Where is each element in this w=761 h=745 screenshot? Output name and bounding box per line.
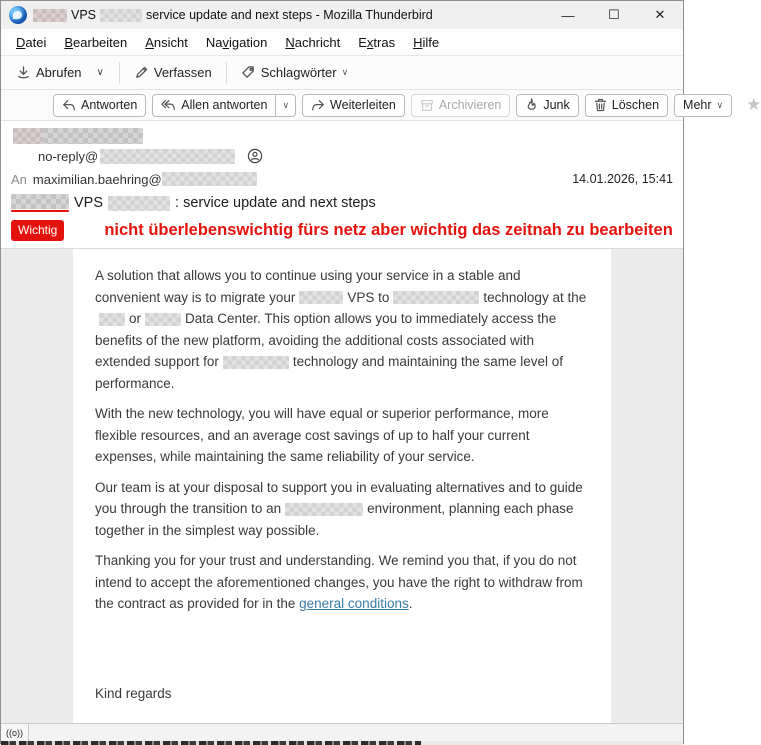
get-messages-button[interactable]	[9, 60, 89, 85]
minimize-button[interactable]: —	[561, 7, 575, 23]
compose-button[interactable]	[127, 60, 219, 85]
paragraph-4: Thanking you for your trust and understanding. We remind you that, if you do not intend to accept the aforementioned changes, you have the right to withdraw from the contract as provided for in the general conditions.	[95, 553, 583, 611]
sender-address-row	[11, 145, 673, 167]
redacted-title-token	[100, 9, 142, 22]
redacted-inline	[393, 291, 479, 304]
chevron-down-icon: ∨	[716, 99, 724, 110]
redacted-sender-name	[13, 128, 43, 144]
subject-text: : service update and next steps	[175, 195, 376, 211]
chevron-down-icon: ∨	[282, 99, 290, 110]
sender-name-row	[11, 125, 673, 145]
menu-bar	[1, 29, 683, 56]
thunderbird-logo-icon	[9, 6, 27, 24]
redacted-sender-domain	[100, 149, 235, 164]
signoff: Kind regards	[95, 685, 172, 701]
pencil-icon	[134, 65, 149, 80]
paragraph-2: With the new technology, you will have equal or superior performance, more flexible resources, and an average cost savings of up to half your current expenses, while maintaining the same reliability of your service.	[95, 406, 549, 464]
maximize-button[interactable]: ☐	[608, 7, 620, 22]
redacted-inline	[99, 313, 125, 326]
contact-icon[interactable]	[247, 148, 263, 164]
forward-arrow-icon	[311, 99, 325, 112]
menu-datei[interactable]: Datei	[16, 34, 47, 50]
tags-button[interactable]	[234, 60, 355, 85]
menu-bearbeiten[interactable]: Bearbeiten	[64, 34, 128, 50]
junk-button[interactable]: Junk	[516, 94, 578, 117]
redacted-title-token	[33, 9, 67, 22]
redacted-subject-token	[11, 194, 69, 209]
star-icon[interactable]: ★	[746, 95, 761, 114]
paragraph-1: A solution that allows you to continue using your service in a stable and convenient way is to migrate your VPS to technology at theor Data Center. This option allows you to immediately access the benefits of the new platform, avoiding the additional costs associated with extended support for technology and maintaining the same level of performance.	[95, 268, 587, 391]
redacted-inline	[299, 291, 343, 304]
title-bar	[1, 1, 683, 29]
archive-box-icon	[420, 99, 434, 112]
window-controls	[545, 1, 683, 29]
menu-ansicht[interactable]: Ansicht	[145, 34, 188, 50]
trash-icon	[594, 98, 607, 112]
paragraph-3: Our team is at your disposal to support you in evaluating alternatives and to guide you through the transition to an environment, planning each phase together in the simplest way possible.	[95, 479, 583, 538]
redacted-inline	[285, 503, 363, 516]
forward-button[interactable]: Weiterleiten	[302, 94, 405, 117]
message-header	[1, 121, 683, 249]
reply-arrow-icon	[62, 99, 76, 112]
reply-all-arrow-icon	[161, 99, 176, 112]
menu-navigation[interactable]: Navigation	[205, 34, 268, 50]
download-icon	[16, 65, 31, 80]
redacted-inline	[223, 356, 289, 369]
main-toolbar	[1, 56, 683, 90]
redacted-inline	[145, 313, 181, 326]
message-action-bar	[1, 90, 761, 121]
redacted-subject-token-wrap	[11, 194, 69, 212]
subject-line	[11, 191, 673, 215]
email-content	[73, 249, 611, 723]
redacted-subject-token	[108, 196, 170, 211]
to-label: An	[11, 171, 27, 187]
delete-button[interactable]: Löschen	[585, 94, 668, 117]
window-title-text: service update and next steps - Mozilla Thunderbird	[146, 8, 433, 22]
flame-icon	[525, 98, 538, 112]
archive-button[interactable]: Archivieren	[411, 94, 511, 117]
chevron-down-icon: ∨	[341, 67, 349, 77]
reply-button[interactable]: Antworten	[53, 94, 146, 117]
get-messages-label: Abrufen	[36, 65, 82, 80]
menu-hilfe[interactable]: Hilfe	[413, 34, 440, 50]
window-title-vps: VPS	[71, 8, 97, 22]
general-conditions-link[interactable]: general conditions	[299, 596, 409, 611]
red-underline	[11, 210, 69, 212]
status-bar	[1, 723, 683, 741]
menu-nachricht[interactable]: Nachricht	[285, 34, 341, 50]
tag-annotation-text: nicht überlebenswichtig fürs netz aber wichtig das zeitnah zu bearbeiten	[104, 220, 673, 239]
get-messages-dropdown[interactable]: ∨	[96, 67, 104, 78]
sender-address-prefix: no-reply@	[38, 148, 99, 164]
compose-label: Verfassen	[153, 65, 212, 80]
recipient-address[interactable]: maximilian.baehring@	[32, 171, 162, 187]
tag-icon	[241, 65, 256, 80]
message-body-pane[interactable]	[1, 249, 683, 723]
menu-extras[interactable]: Extras	[358, 34, 396, 50]
redacted-sender-name	[43, 128, 143, 144]
reply-all-dropdown[interactable]	[275, 94, 296, 117]
more-button[interactable]: Mehr ∨	[674, 94, 732, 117]
recipient-row	[11, 167, 673, 191]
tags-label: Schlagwörter	[260, 65, 337, 80]
toolbar-separator	[119, 62, 120, 84]
subject-vps: VPS	[74, 195, 104, 211]
redacted-recipient-domain	[162, 172, 257, 186]
close-button[interactable]: ✕	[654, 7, 666, 22]
toolbar-separator	[226, 62, 227, 84]
background-window-sliver	[1, 741, 683, 745]
reply-all-button[interactable]: Allen antworten	[152, 94, 275, 117]
tag-row	[11, 217, 673, 243]
window-title	[33, 8, 433, 22]
tag-wichtig-badge[interactable]: Wichtig	[11, 220, 64, 241]
broadcast-status-icon[interactable]: ((o))	[1, 724, 29, 741]
message-date: 14.01.2026, 15:41	[572, 172, 673, 186]
